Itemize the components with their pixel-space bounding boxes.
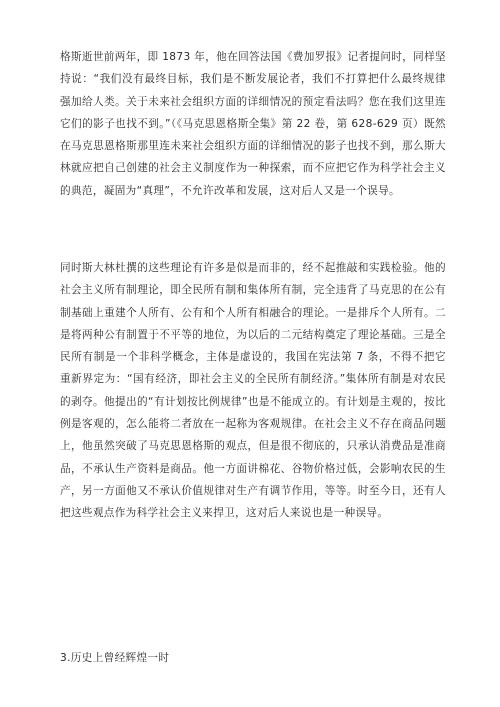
paragraph-2: 同时斯大林杜撰的这些理论有许多是似是而非的，经不起推敲和实践检验。他的社会主义所有制理论，即全民所有制和集体所有制，完全违背了马克思的在公有制基础上重建个人所有、公有和个人所有相融合的理论。一是排斥个人所有。二是将两种公有制置于不平等的地位，为以后的二元结构奠定了理论基础。三是全民所有制是一个非科学概念，主体是虚设的，我国在宪法第 7 条，不得不把它重新界定为：“国有经济，即社会主义的全民所有制经济。”集体所有制是对农民的剥夺。他提出的“有计划按比例规律”也是不能成立的。有计划是主观的，按比例是客观的，怎么能将二者放在一起称为客观规律。在社会主义不存在商品问题上，他虽然突破了马克思恩格斯的观点，但是很不彻底的，只承认消费品是准商品，不承认生产资料是商品。他一方面讲棉花、谷物价格过低，会影响农民的生产，另一方面他又不承认价值规律对生产有调节作用，等等。时至今日，还有人把这些观点作为科学社会主义来捍卫，这对后人来说也是一种误导。: [60, 262, 446, 520]
section-heading: 3.历史上曾经辉煌一时: [60, 652, 170, 664]
paragraph-1: 格斯逝世前两年，即 1873 年，他在回答法国《费加罗报》记者提问时，同样坚持说：“我们没有最终目标，我们是不断发展论者，我们不打算把什么最终规律强加给人类。关于未来社会组织方面的详细情况的预定看法吗？您在我们这里连它们的影子也找不到。”（《马克思恩格斯全集》第 22 卷，第 628-629 页）既然在马克思恩格斯那里连未来社会组织方面的详细情况的影子也找不到，那么斯大林就应把自己创建的社会主义制度作为一种探索，而不应把它作为科学社会主义的典范，凝固为“真理”，不允许改革和发展，这对后人又是一个误导。: [60, 51, 446, 197]
